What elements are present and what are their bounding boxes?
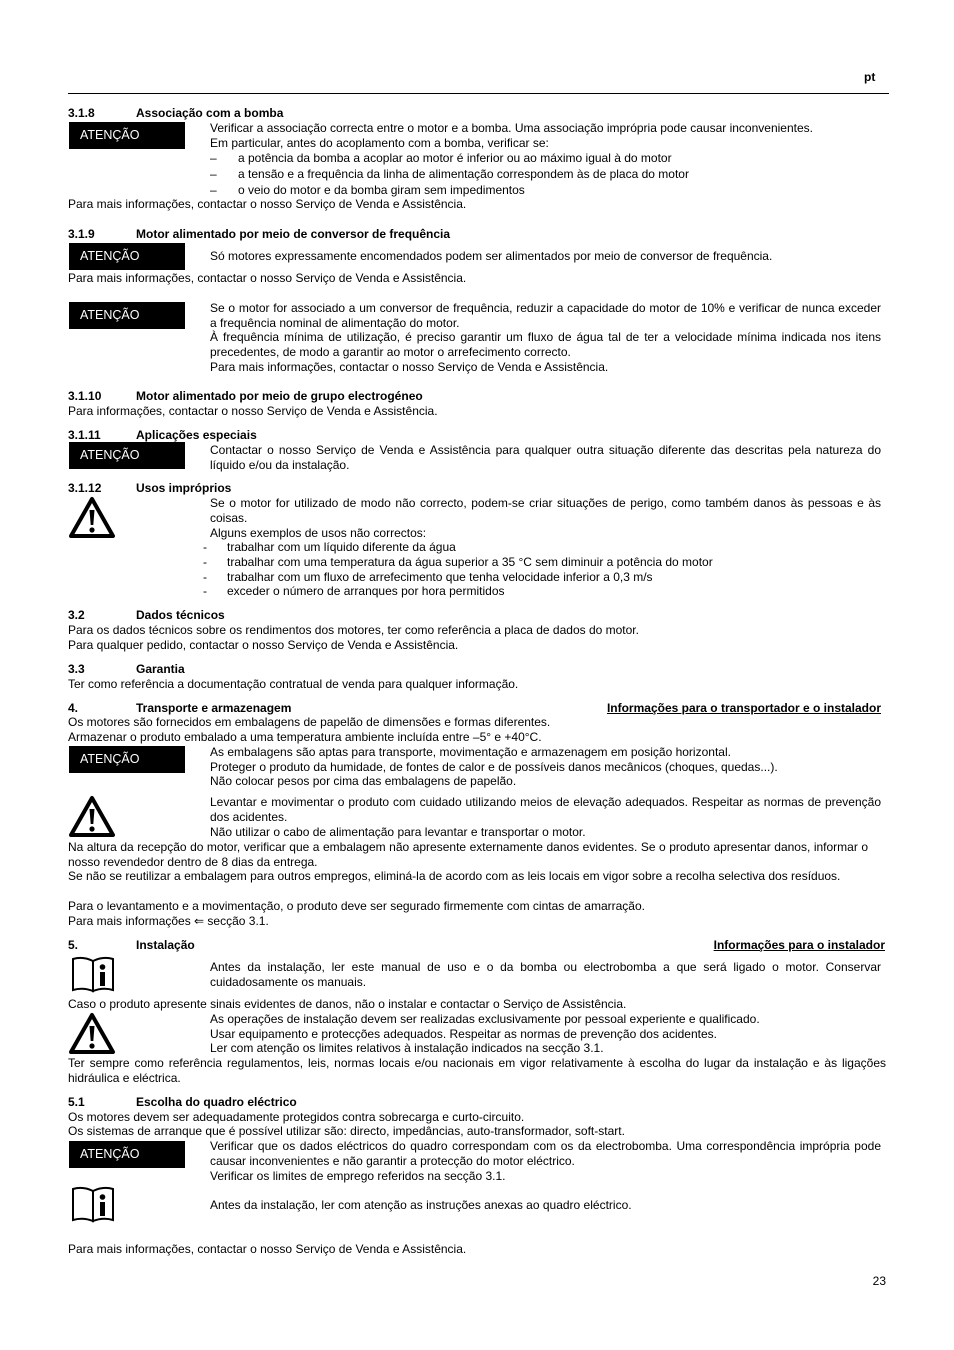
list-item: exceder o número de arranques por hora permitidos bbox=[227, 584, 505, 598]
paragraph: Na altura da recepção do motor, verificar que a embalagem não apresente externamente danos evidentes. Se o produto apresentar danos, informar o nosso revendedor dentro de 8 dias da entrega. bbox=[68, 840, 868, 869]
text-line: Para mais informações ⇐ secção 3.1. bbox=[68, 914, 269, 928]
list-dash: - bbox=[203, 555, 207, 569]
paragraph: Verificar que os dados eléctricos do quadro correspondam com os da electrobomba. Uma correspondência imprópria pode causar inconvenientes e não garantir a protecção do motor eléctrico. bbox=[210, 1139, 881, 1168]
audience-note: Informações para o transportador e o instalador bbox=[606, 701, 881, 715]
language-code: pt bbox=[864, 70, 876, 84]
text-line: As operações de instalação devem ser realizadas exclusivamente por pessoal experiente e qualificado. bbox=[210, 1012, 760, 1026]
section-number: 5.1 bbox=[68, 1095, 85, 1109]
section-number: 4. bbox=[68, 701, 79, 715]
section-title: Garantia bbox=[136, 662, 185, 676]
section-number: 3.1.11 bbox=[68, 428, 101, 442]
text-line: Alguns exemplos de usos não correctos: bbox=[210, 526, 427, 540]
section-title: Usos impróprios bbox=[136, 481, 232, 495]
paragraph: Levantar e movimentar o produto com cuidado utilizando meios de elevação adequados. Respeitar as normas de prevenção dos acidentes. bbox=[210, 795, 881, 824]
text-line: Só motores expressamente encomendados podem ser alimentados por meio de conversor de frequência. bbox=[210, 249, 773, 263]
list-dash: – bbox=[210, 183, 217, 197]
audience-note: Informações para o instalador bbox=[713, 938, 885, 952]
text-line: Para o levantamento e a movimentação, o produto deve ser segurado firmemente com cintas de amarração. bbox=[68, 899, 645, 913]
paragraph: Antes da instalação, ler este manual de uso e o da bomba ou electrobomba a que será ligado o motor. Conservar cuidadosamente os manuais. bbox=[210, 960, 881, 989]
text-line: Os motores são fornecidos em embalagens de papelão de dimensões e formas diferentes. bbox=[68, 715, 551, 729]
paragraph: Se o motor for utilizado de modo não correcto, podem-se criar situações de perigo, como também danos às pessoas e às coisas. bbox=[210, 496, 881, 525]
section-number: 3.1.9 bbox=[68, 227, 95, 241]
text-line: Para informações, contactar o nosso Serviço de Venda e Assistência. bbox=[68, 404, 438, 418]
text-line: Para qualquer pedido, contactar o nosso Serviço de Venda e Assistência. bbox=[68, 638, 459, 652]
section-number: 3.3 bbox=[68, 662, 85, 676]
section-title: Dados técnicos bbox=[136, 608, 225, 622]
attention-badge: ATENÇÃO bbox=[69, 122, 185, 149]
text-line: Para mais informações, contactar o nosso Serviço de Venda e Assistência. bbox=[68, 197, 467, 211]
paragraph: Se o motor for associado a um conversor de frequência, reduzir a capacidade do motor de 10% e verificar de nunca exceder a frequência nominal de alimentação do motor. bbox=[210, 301, 881, 330]
text-line: Para os dados técnicos sobre os rendimentos dos motores, ter como referência a placa de dados do motor. bbox=[68, 623, 639, 637]
attention-badge: ATENÇÃO bbox=[69, 442, 185, 469]
text-line: Proteger o produto da humidade, de fontes de calor e de possíveis danos mecânicos (choques, quedas...). bbox=[210, 760, 778, 774]
text-line: Antes da instalação, ler com atenção as instruções anexas ao quadro eléctrico. bbox=[210, 1198, 632, 1212]
section-title: Escolha do quadro eléctrico bbox=[136, 1095, 297, 1109]
list-item: o veio do motor e da bomba giram sem impedimentos bbox=[238, 183, 525, 197]
list-item: a tensão e a frequência da linha de alimentação correspondem às de placa do motor bbox=[238, 167, 689, 181]
manual-icon bbox=[71, 1185, 115, 1223]
section-title: Motor alimentado por meio de grupo electrogéneo bbox=[136, 389, 423, 403]
text-line: Não utilizar o cabo de alimentação para levantar e transportar o motor. bbox=[210, 825, 586, 839]
text-line: As embalagens são aptas para transporte, movimentação e armazenagem em posição horizontal. bbox=[210, 745, 731, 759]
section-title: Motor alimentado por meio de conversor de frequência bbox=[136, 227, 451, 241]
section-title: Aplicações especiais bbox=[136, 428, 257, 442]
warning-icon bbox=[68, 795, 116, 838]
list-dash: - bbox=[203, 570, 207, 584]
text-line: Não colocar pesos por cima das embalagens de papelão. bbox=[210, 774, 517, 788]
section-number: 3.1.12 bbox=[68, 481, 102, 495]
text-line: Ter como referência a documentação contratual de venda para qualquer informação. bbox=[68, 677, 519, 691]
section-number: 3.2 bbox=[68, 608, 85, 622]
text-line: Para mais informações, contactar o nosso Serviço de Venda e Assistência. bbox=[68, 1242, 467, 1256]
paragraph: Contactar o nosso Serviço de Venda e Assistência para qualquer outra situação diferente das descritas pela natureza do líquido e/ou da instalação. bbox=[210, 443, 881, 472]
list-dash: – bbox=[210, 151, 217, 165]
text-line: Para mais informações, contactar o nosso Serviço de Venda e Assistência. bbox=[68, 271, 467, 285]
header-rule bbox=[68, 93, 889, 94]
attention-badge: ATENÇÃO bbox=[69, 1141, 185, 1168]
list-item: a potência da bomba a acoplar ao motor é inferior ou ao máximo igual à do motor bbox=[238, 151, 672, 165]
page-number: 23 bbox=[872, 1274, 886, 1288]
section-number: 5. bbox=[68, 938, 79, 952]
manual-icon bbox=[71, 955, 115, 993]
attention-badge: ATENÇÃO bbox=[69, 746, 185, 773]
paragraph: Se não se reutilizar a embalagem para outros empregos, eliminá-la de acordo com as leis locais em vigor sobre a recolha selectiva dos resíduos. bbox=[68, 869, 841, 883]
text-line: Usar equipamento e protecções adequados. Respeitar as normas de prevenção dos acidentes. bbox=[210, 1027, 717, 1041]
paragraph: Ter sempre como referência regulamentos, leis, normas locais e/ou nacionais em vigor relativamente à escolha do lugar da instalação e às ligações hidráulica e eléctrica. bbox=[68, 1056, 886, 1085]
section-title: Associação com a bomba bbox=[136, 106, 284, 120]
text-line: Verificar a associação correcta entre o motor e a bomba. Uma associação imprópria pode causar inconvenientes. bbox=[210, 121, 813, 135]
section-title: Instalação bbox=[136, 938, 195, 952]
warning-icon bbox=[68, 1012, 116, 1055]
text-line: Em particular, antes do acoplamento com a bomba, verificar se: bbox=[210, 136, 549, 150]
attention-badge: ATENÇÃO bbox=[69, 243, 185, 270]
list-item: trabalhar com um fluxo de arrefecimento que tenha velocidade inferior a 0,3 m/s bbox=[227, 570, 653, 584]
section-title: Transporte e armazenagem bbox=[136, 701, 292, 715]
paragraph: À frequência mínima de utilização, é preciso garantir um fluxo de água tal de ter a velocidade mínima indicada nos itens precedentes, de modo a garantir ao motor o arrefecimento correcto. bbox=[210, 330, 881, 359]
warning-icon bbox=[68, 496, 116, 539]
text-line: Armazenar o produto embalado a uma temperatura ambiente incluída entre –5° e +40°C. bbox=[68, 730, 542, 744]
section-number: 3.1.10 bbox=[68, 389, 102, 403]
list-dash: – bbox=[210, 167, 217, 181]
text-line: Os motores devem ser adequadamente protegidos contra sobrecarga e curto-circuito. bbox=[68, 1110, 525, 1124]
section-number: 3.1.8 bbox=[68, 106, 95, 120]
list-item: trabalhar com um líquido diferente da água bbox=[227, 540, 456, 554]
text-line: Ler com atenção os limites relativos à instalação indicados na secção 3.1. bbox=[210, 1041, 604, 1055]
text-line: Para mais informações, contactar o nosso Serviço de Venda e Assistência. bbox=[210, 360, 609, 374]
text-line: Caso o produto apresente sinais evidentes de danos, não o instalar e contactar o Serviço de Assistência. bbox=[68, 997, 627, 1011]
list-item: trabalhar com uma temperatura da água superior a 35 °C sem diminuir a potência do motor bbox=[227, 555, 713, 569]
text-line: Os sistemas de arranque que é possível utilizar são: directo, impedâncias, auto-transformador, soft-start. bbox=[68, 1124, 625, 1138]
list-dash: - bbox=[203, 584, 207, 598]
attention-badge: ATENÇÃO bbox=[69, 302, 185, 329]
text-line: Verificar os limites de emprego referidos na secção 3.1. bbox=[210, 1169, 506, 1183]
list-dash: - bbox=[203, 540, 207, 554]
